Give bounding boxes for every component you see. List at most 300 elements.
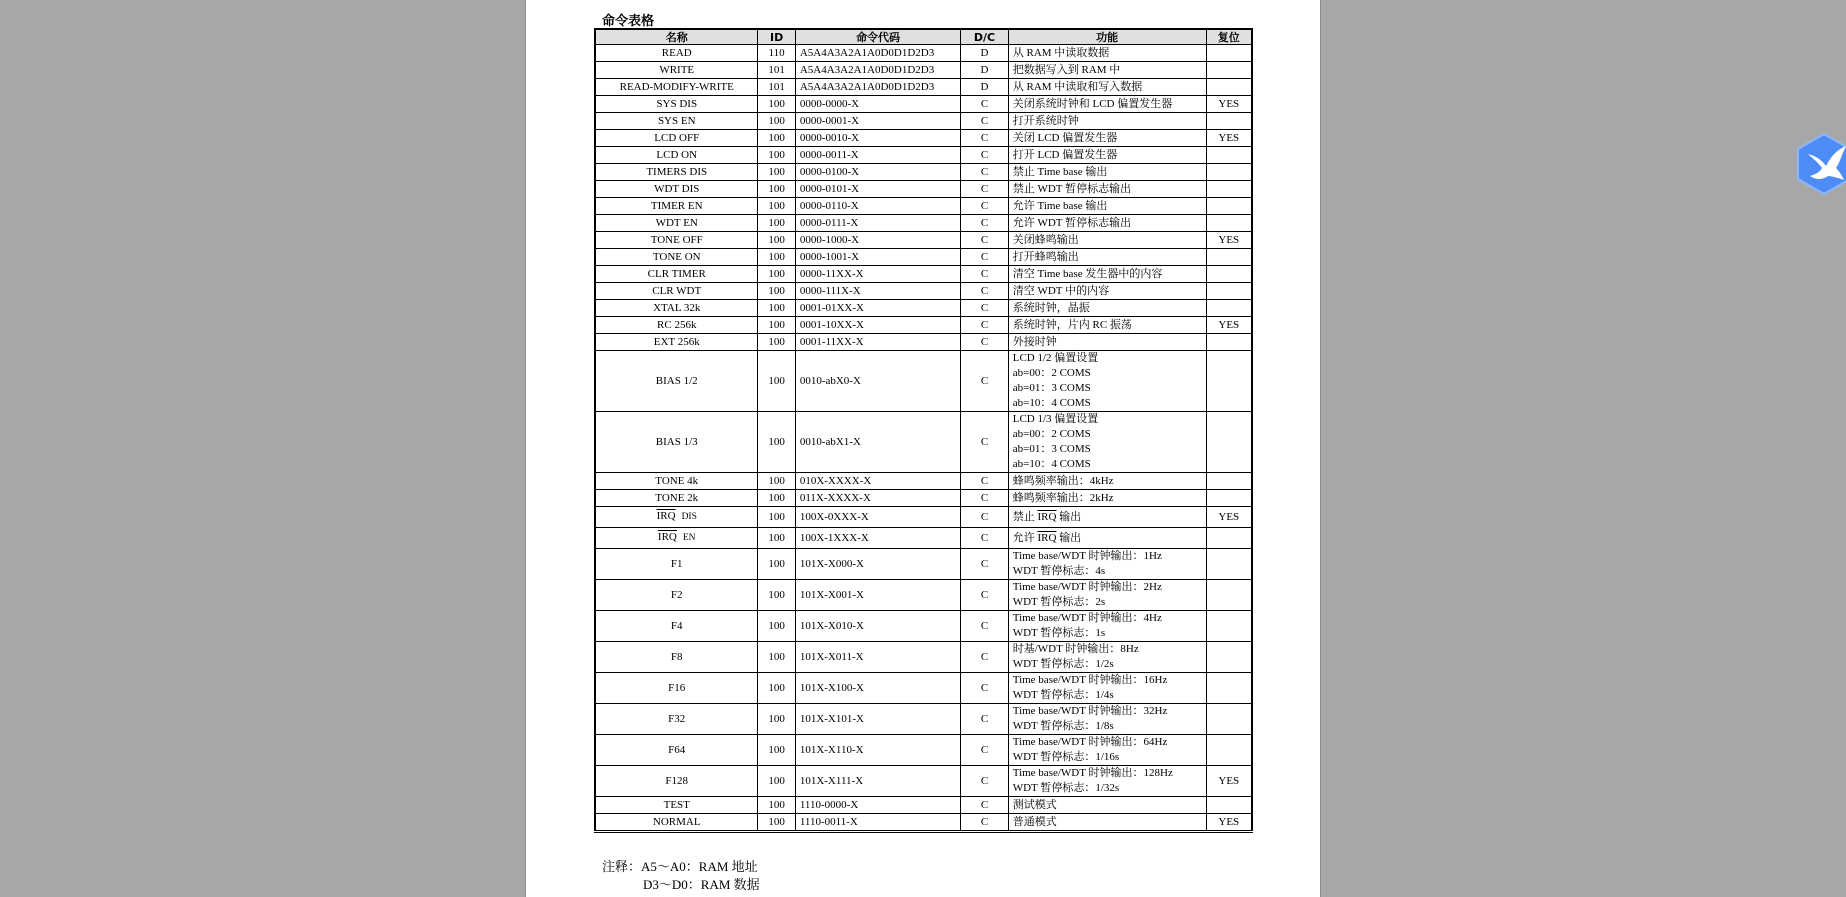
function-line: 测试模式 — [1012, 798, 1057, 811]
cell-dc: C — [961, 181, 1008, 198]
cell-id: 101 — [758, 79, 795, 96]
cell-dc: C — [961, 215, 1008, 232]
cell-function — [1008, 181, 1206, 198]
table-row — [595, 147, 1252, 164]
table-row — [595, 814, 1252, 832]
cell-id: 100 — [758, 412, 795, 473]
cell-reset — [1206, 164, 1252, 181]
function-line: Time base/WDT 时钟输出：64Hz — [1012, 736, 1168, 748]
cell-code: 0001-10XX-X — [795, 317, 961, 334]
cell-function — [1008, 317, 1206, 334]
cell-function — [1008, 814, 1206, 832]
cell-id: 100 — [758, 642, 795, 673]
cell-function — [1008, 642, 1206, 673]
function-line: 普通模式 — [1012, 815, 1057, 828]
cell-reset — [1206, 266, 1252, 283]
table-row — [595, 249, 1252, 266]
cell-reset: YES — [1206, 130, 1252, 147]
cell-id: 100 — [758, 766, 795, 797]
table-row — [595, 79, 1252, 96]
function-line: 打开系统时钟 — [1012, 114, 1079, 127]
function-line: 时基/WDT 时钟输出：8Hz — [1012, 643, 1139, 655]
table-row — [595, 580, 1252, 611]
cell-dc: C — [961, 814, 1008, 832]
cell-code: 0000-11XX-X — [795, 266, 961, 283]
cell-code: 101X-X101-X — [795, 704, 961, 735]
cell-code: 100X-1XXX-X — [795, 528, 961, 549]
cell-reset — [1206, 147, 1252, 164]
table-row — [595, 490, 1252, 507]
table-header-row — [595, 29, 1252, 45]
cell-reset — [1206, 113, 1252, 130]
function-line: 从 RAM 中读取数据 — [1012, 46, 1110, 59]
cell-reset — [1206, 181, 1252, 198]
cell-reset — [1206, 215, 1252, 232]
table-row — [595, 549, 1252, 580]
function-line: LCD 1/2 偏置设置 — [1012, 352, 1099, 364]
cell-dc: C — [961, 412, 1008, 473]
cell-code: 0001-01XX-X — [795, 300, 961, 317]
cell-id: 100 — [758, 580, 795, 611]
cell-id: 100 — [758, 147, 795, 164]
function-line: 允许 WDT 暂停标志输出 — [1012, 216, 1132, 229]
cell-reset — [1206, 673, 1252, 704]
function-line: WDT 暂停标志：1/32s — [1012, 782, 1120, 794]
cell-id: 100 — [758, 473, 795, 490]
cell-dc: C — [961, 766, 1008, 797]
cell-function — [1008, 147, 1206, 164]
cell-function — [1008, 79, 1206, 96]
cell-reset — [1206, 611, 1252, 642]
table-row — [595, 113, 1252, 130]
cell-dc: C — [961, 249, 1008, 266]
table-row — [595, 215, 1252, 232]
function-line: LCD 1/3 偏置设置 — [1012, 413, 1099, 425]
cell-name: LCD ON — [595, 147, 758, 164]
cell-dc: C — [961, 266, 1008, 283]
function-line: Time base/WDT 时钟输出：1Hz — [1012, 550, 1162, 562]
irq-overline-text: $\overline{IRQ}$ — [656, 510, 676, 522]
table-row — [595, 507, 1252, 528]
function-line: 禁止 Time base 输出 — [1012, 165, 1108, 178]
function-line: ab=10：4 COMS — [1012, 397, 1091, 409]
cell-name: TONE ON — [595, 249, 758, 266]
cell-id: 100 — [758, 130, 795, 147]
table-row — [595, 611, 1252, 642]
cell-code: 0000-0100-X — [795, 164, 961, 181]
cell-code: 101X-X011-X — [795, 642, 961, 673]
cell-dc: C — [961, 704, 1008, 735]
table-row — [595, 412, 1252, 473]
cell-function — [1008, 549, 1206, 580]
cell-function — [1008, 473, 1206, 490]
cell-dc: C — [961, 528, 1008, 549]
table-row — [595, 528, 1252, 549]
cell-dc: C — [961, 164, 1008, 181]
cell-name: BIAS 1/3 — [595, 412, 758, 473]
cell-name: F128 — [595, 766, 758, 797]
cell-function — [1008, 673, 1206, 704]
table-row — [595, 704, 1252, 735]
cell-reset: YES — [1206, 96, 1252, 113]
function-line: 从 RAM 中读取和写入数据 — [1012, 80, 1143, 93]
cell-name: TEST — [595, 797, 758, 814]
cell-name: RC 256k — [595, 317, 758, 334]
cell-code: 011X-XXXX-X — [795, 490, 961, 507]
header-function: 功能 — [1008, 29, 1206, 45]
cell-reset — [1206, 549, 1252, 580]
cell-reset: YES — [1206, 507, 1252, 528]
cell-code: A5A4A3A2A1A0D0D1D2D3 — [795, 79, 961, 96]
cell-function — [1008, 334, 1206, 351]
cell-function — [1008, 96, 1206, 113]
cell-name: WRITE — [595, 62, 758, 79]
table-row — [595, 351, 1252, 412]
cell-id: 100 — [758, 317, 795, 334]
cell-code: 101X-X000-X — [795, 549, 961, 580]
header-reset: 复位 — [1206, 29, 1252, 45]
cell-name — [595, 528, 758, 549]
cell-dc: C — [961, 351, 1008, 412]
cell-id: 100 — [758, 528, 795, 549]
function-line: WDT 暂停标志：1/16s — [1012, 751, 1120, 763]
table-row — [595, 473, 1252, 490]
cell-code: 0001-11XX-X — [795, 334, 961, 351]
cell-dc: C — [961, 147, 1008, 164]
function-line: 外接时钟 — [1012, 335, 1057, 348]
function-line: 打开蜂鸣输出 — [1012, 250, 1079, 263]
cell-reset: YES — [1206, 232, 1252, 249]
cell-function — [1008, 507, 1206, 528]
cell-reset — [1206, 79, 1252, 96]
cell-name: READ — [595, 45, 758, 62]
cell-code: 1110-0000-X — [795, 797, 961, 814]
cell-code: 101X-X010-X — [795, 611, 961, 642]
function-line: 关闭 LCD 偏置发生器 — [1012, 131, 1118, 144]
cell-function — [1008, 735, 1206, 766]
function-line: Time base/WDT 时钟输出：128Hz — [1012, 767, 1173, 779]
cell-name: WDT DIS — [595, 181, 758, 198]
func-suffix: 输出 — [1059, 510, 1082, 523]
function-line: WDT 暂停标志：1/2s — [1012, 658, 1114, 670]
note-line: 注释：A5～A0：RAM 地址 — [602, 859, 758, 874]
cell-dc: C — [961, 549, 1008, 580]
cell-code: A5A4A3A2A1A0D0D1D2D3 — [795, 45, 961, 62]
cell-id: 100 — [758, 215, 795, 232]
cell-id: 100 — [758, 735, 795, 766]
cell-function — [1008, 412, 1206, 473]
cell-name: TIMER EN — [595, 198, 758, 215]
function-line: Time base/WDT 时钟输出：2Hz — [1012, 581, 1162, 593]
function-line: ab=01：3 COMS — [1012, 443, 1091, 455]
cell-code: 0000-1001-X — [795, 249, 961, 266]
table-row — [595, 232, 1252, 249]
cell-dc: C — [961, 611, 1008, 642]
table-row — [595, 300, 1252, 317]
cell-function — [1008, 45, 1206, 62]
cell-reset — [1206, 334, 1252, 351]
cell-id: 100 — [758, 549, 795, 580]
cell-function — [1008, 580, 1206, 611]
cell-function — [1008, 249, 1206, 266]
name-suffix: DIS — [681, 512, 697, 522]
cell-reset — [1206, 797, 1252, 814]
cell-id: 101 — [758, 62, 795, 79]
function-line: ab=00：2 COMS — [1012, 367, 1091, 379]
cell-code: 0000-0011-X — [795, 147, 961, 164]
function-line: 关闭蜂鸣输出 — [1012, 233, 1079, 246]
cell-dc: C — [961, 300, 1008, 317]
function-line: Time base/WDT 时钟输出：32Hz — [1012, 705, 1168, 717]
cell-function — [1008, 611, 1206, 642]
irq-overline-text: $\overline{IRQ}$ — [657, 531, 677, 543]
cell-dc: C — [961, 113, 1008, 130]
cell-code: 0000-0010-X — [795, 130, 961, 147]
cell-name: TIMERS DIS — [595, 164, 758, 181]
cell-dc: C — [961, 490, 1008, 507]
cell-name: BIAS 1/2 — [595, 351, 758, 412]
cell-id: 100 — [758, 198, 795, 215]
cell-code: 0000-0110-X — [795, 198, 961, 215]
table-row — [595, 673, 1252, 704]
notes — [602, 858, 760, 894]
cell-reset — [1206, 528, 1252, 549]
cell-id: 100 — [758, 232, 795, 249]
cell-id: 100 — [758, 673, 795, 704]
cell-dc: C — [961, 797, 1008, 814]
cell-id: 100 — [758, 351, 795, 412]
cell-reset — [1206, 351, 1252, 412]
cell-name — [595, 507, 758, 528]
function-line: ab=01：3 COMS — [1012, 382, 1091, 394]
cell-function — [1008, 198, 1206, 215]
cell-function — [1008, 130, 1206, 147]
cell-function — [1008, 266, 1206, 283]
table-row — [595, 62, 1252, 79]
cell-id: 100 — [758, 113, 795, 130]
function-line: WDT 暂停标志：4s — [1012, 565, 1106, 577]
cell-dc: D — [961, 62, 1008, 79]
cell-reset: YES — [1206, 317, 1252, 334]
cell-code: 0000-0111-X — [795, 215, 961, 232]
function-line: ab=00：2 COMS — [1012, 428, 1091, 440]
table-body — [595, 45, 1252, 832]
table-row — [595, 164, 1252, 181]
table-row — [595, 96, 1252, 113]
cell-function — [1008, 300, 1206, 317]
cell-code: 0000-1000-X — [795, 232, 961, 249]
cell-id: 100 — [758, 334, 795, 351]
cell-code: 101X-X111-X — [795, 766, 961, 797]
cell-dc: C — [961, 507, 1008, 528]
cell-name: F64 — [595, 735, 758, 766]
function-line: WDT 暂停标志：1s — [1012, 627, 1106, 639]
func-suffix: 输出 — [1059, 531, 1082, 544]
cell-reset — [1206, 735, 1252, 766]
cell-name: EXT 256k — [595, 334, 758, 351]
cell-id: 110 — [758, 45, 795, 62]
table-row — [595, 766, 1252, 797]
table-row — [595, 198, 1252, 215]
pdf-page — [525, 0, 1321, 897]
table-row — [595, 181, 1252, 198]
function-line: WDT 暂停标志：2s — [1012, 596, 1106, 608]
cell-name: F2 — [595, 580, 758, 611]
cell-name: F16 — [595, 673, 758, 704]
cell-function — [1008, 797, 1206, 814]
cell-name: SYS DIS — [595, 96, 758, 113]
cell-dc: C — [961, 232, 1008, 249]
cell-reset — [1206, 642, 1252, 673]
header-dc: D/C — [961, 29, 1008, 45]
table-row — [595, 130, 1252, 147]
header-name: 名称 — [595, 29, 758, 45]
cell-reset — [1206, 283, 1252, 300]
cell-id: 100 — [758, 266, 795, 283]
cell-code: 1110-0011-X — [795, 814, 961, 832]
cell-id: 100 — [758, 490, 795, 507]
cell-name: SYS EN — [595, 113, 758, 130]
table-title: 命令表格 — [602, 14, 655, 29]
cell-name: NORMAL — [595, 814, 758, 832]
cell-name: F32 — [595, 704, 758, 735]
cell-reset: YES — [1206, 814, 1252, 832]
cell-function — [1008, 62, 1206, 79]
cell-reset — [1206, 412, 1252, 473]
function-line: Time base/WDT 时钟输出：16Hz — [1012, 674, 1168, 686]
function-line: Time base/WDT 时钟输出：4Hz — [1012, 612, 1162, 624]
table-row — [595, 317, 1252, 334]
cell-dc: C — [961, 580, 1008, 611]
cell-dc: C — [961, 735, 1008, 766]
function-line: 蜂鸣频率输出：2kHz — [1012, 491, 1114, 504]
table-row — [595, 334, 1252, 351]
cell-id: 100 — [758, 181, 795, 198]
cell-code: 0000-0000-X — [795, 96, 961, 113]
function-line: 系统时钟，晶振 — [1012, 301, 1090, 314]
cell-name: WDT EN — [595, 215, 758, 232]
function-line: ab=10：4 COMS — [1012, 458, 1091, 470]
cell-name: TONE OFF — [595, 232, 758, 249]
function-line: 蜂鸣频率输出：4kHz — [1012, 474, 1114, 487]
header-code: 命令代码 — [795, 29, 961, 45]
cell-code: 101X-X001-X — [795, 580, 961, 611]
cell-dc: C — [961, 473, 1008, 490]
cell-id: 100 — [758, 814, 795, 832]
function-line: WDT 暂停标志：1/8s — [1012, 720, 1114, 732]
cell-dc: C — [961, 198, 1008, 215]
hummingbird-icon — [1796, 132, 1846, 196]
cell-function — [1008, 490, 1206, 507]
cell-dc: C — [961, 673, 1008, 704]
cell-reset — [1206, 704, 1252, 735]
cell-function — [1008, 528, 1206, 549]
function-line: 系统时钟，片内 RC 振荡 — [1012, 318, 1132, 331]
cell-reset — [1206, 490, 1252, 507]
cell-reset: YES — [1206, 766, 1252, 797]
function-line: 打开 LCD 偏置发生器 — [1012, 148, 1118, 161]
table-row — [595, 283, 1252, 300]
cell-name: XTAL 32k — [595, 300, 758, 317]
cell-function — [1008, 704, 1206, 735]
cell-dc: C — [961, 283, 1008, 300]
cell-reset — [1206, 45, 1252, 62]
cell-code: 0000-0001-X — [795, 113, 961, 130]
cell-dc: D — [961, 45, 1008, 62]
cell-dc: C — [961, 642, 1008, 673]
cell-id: 100 — [758, 96, 795, 113]
cell-name: F1 — [595, 549, 758, 580]
table-row — [595, 735, 1252, 766]
cell-function — [1008, 766, 1206, 797]
cell-reset — [1206, 580, 1252, 611]
function-line: WDT 暂停标志：1/4s — [1012, 689, 1114, 701]
cell-code: 101X-X110-X — [795, 735, 961, 766]
table-row — [595, 45, 1252, 62]
cell-name: LCD OFF — [595, 130, 758, 147]
cell-id: 100 — [758, 611, 795, 642]
cell-code: A5A4A3A2A1A0D0D1D2D3 — [795, 62, 961, 79]
cell-code: 0000-0101-X — [795, 181, 961, 198]
cell-code: 0010-abX1-X — [795, 412, 961, 473]
cell-dc: C — [961, 334, 1008, 351]
cell-dc: C — [961, 130, 1008, 147]
header-id: ID — [758, 29, 795, 45]
cell-code: 100X-0XXX-X — [795, 507, 961, 528]
cell-id: 100 — [758, 704, 795, 735]
table-row — [595, 642, 1252, 673]
cell-dc: C — [961, 317, 1008, 334]
cell-code: 0010-abX0-X — [795, 351, 961, 412]
table-row — [595, 797, 1252, 814]
function-line: 清空 WDT 中的内容 — [1012, 284, 1110, 297]
cell-name: READ-MODIFY-WRITE — [595, 79, 758, 96]
floating-app-button[interactable] — [1796, 132, 1846, 196]
function-line: 禁止 WDT 暂停标志输出 — [1012, 182, 1132, 195]
cell-dc: D — [961, 79, 1008, 96]
cell-id: 100 — [758, 249, 795, 266]
cell-name: F4 — [595, 611, 758, 642]
cell-code: 010X-XXXX-X — [795, 473, 961, 490]
cell-dc: C — [961, 96, 1008, 113]
cell-id: 100 — [758, 797, 795, 814]
command-table — [594, 28, 1253, 833]
func-prefix: 禁止 — [1012, 510, 1035, 523]
func-overline: $\overline{IRQ}$ — [1037, 531, 1057, 544]
function-line: 把数据写入到 RAM 中 — [1012, 63, 1121, 76]
function-line: 关闭系统时钟和 LCD 偏置发生器 — [1012, 97, 1173, 110]
cell-reset — [1206, 249, 1252, 266]
cell-code: 101X-X100-X — [795, 673, 961, 704]
cell-function — [1008, 215, 1206, 232]
cell-name: TONE 4k — [595, 473, 758, 490]
note-line: D3～D0：RAM 数据 — [643, 877, 760, 892]
name-suffix: EN — [682, 533, 696, 543]
function-line: 清空 Time base 发生器中的内容 — [1012, 267, 1163, 280]
cell-function — [1008, 232, 1206, 249]
cell-code: 0000-111X-X — [795, 283, 961, 300]
cell-function — [1008, 164, 1206, 181]
cell-id: 100 — [758, 300, 795, 317]
cell-function — [1008, 283, 1206, 300]
cell-reset — [1206, 473, 1252, 490]
cell-reset — [1206, 198, 1252, 215]
cell-name: TONE 2k — [595, 490, 758, 507]
cell-id: 100 — [758, 283, 795, 300]
cell-name: F8 — [595, 642, 758, 673]
cell-function — [1008, 113, 1206, 130]
func-overline: $\overline{IRQ}$ — [1037, 510, 1057, 523]
